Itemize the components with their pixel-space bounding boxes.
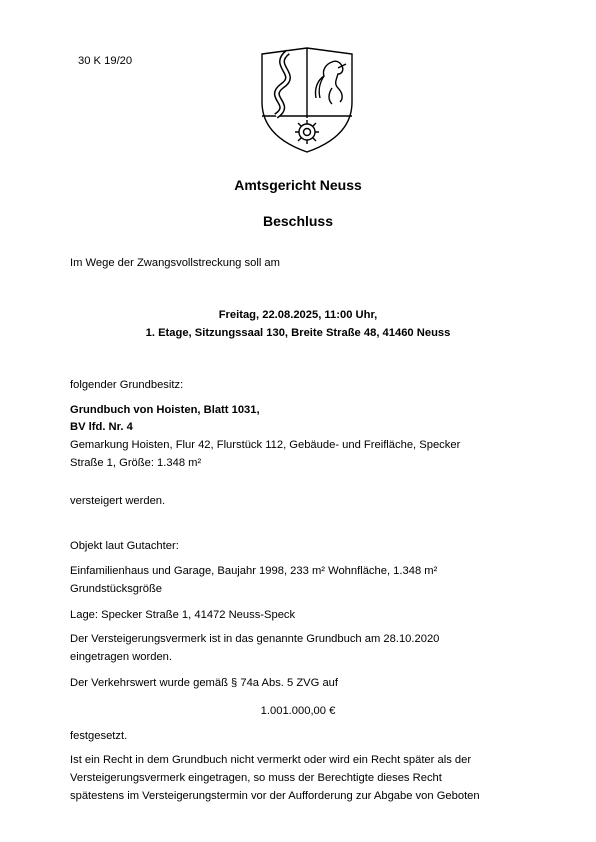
market-value-amount: 1.001.000,00 € [260,705,336,717]
bv-number: BV lfd. Nr. 4 [70,421,133,433]
appointment-location: 1. Etage, Sitzungssaal 130, Breite Straße 48, 41460 Neuss [145,327,451,339]
nrw-coat-of-arms-icon [254,44,360,156]
object-description-2: Grundstücksgröße [70,583,163,595]
appointment-date: Freitag, 22.08.2025, 11:00 Uhr, [218,309,378,321]
land-register: Grundbuch von Hoisten, Blatt 1031, [70,404,260,416]
appraisal-intro: Objekt laut Gutachter: [70,540,179,552]
intro-text: Im Wege der Zwangsvollstreckung soll am [70,257,280,269]
rights-text-1: Ist ein Recht in dem Grundbuch nicht vermerkt oder wird ein Recht später als der [70,754,472,766]
auction-text: versteigert werden. [70,495,166,507]
document-type: Beschluss [262,213,334,229]
rights-text-2: Versteigerungsvermerk eingetragen, so muss der Berechtigte dieses Recht [70,772,442,784]
property-intro: folgender Grundbesitz: [70,379,184,391]
object-description-1: Einfamilienhaus und Garage, Baujahr 1998, 233 m² Wohnfläche, 1.348 m² [70,565,438,577]
rights-text-3: spätestens im Versteigerungstermin vor der Aufforderung zur Abgabe von Geboten [70,790,480,802]
parcel-description-1: Gemarkung Hoisten, Flur 42, Flurstück 112, Gebäude- und Freifläche, Specker [70,439,461,451]
parcel-description-2: Straße 1, Größe: 1.348 m² [70,457,202,469]
vermerk-text-1: Der Versteigerungsvermerk ist in das genannte Grundbuch am 28.10.2020 [70,633,440,645]
market-value-outro: festgesetzt. [70,730,128,742]
case-number: 30 K 19/20 [78,55,133,67]
property-address: Lage: Specker Straße 1, 41472 Neuss-Speck [70,609,296,621]
vermerk-text-2: eingetragen worden. [70,651,173,663]
court-title: Amtsgericht Neuss [234,177,362,193]
market-value-intro: Der Verkehrswert wurde gemäß § 74a Abs. 5 ZVG auf [70,677,339,689]
